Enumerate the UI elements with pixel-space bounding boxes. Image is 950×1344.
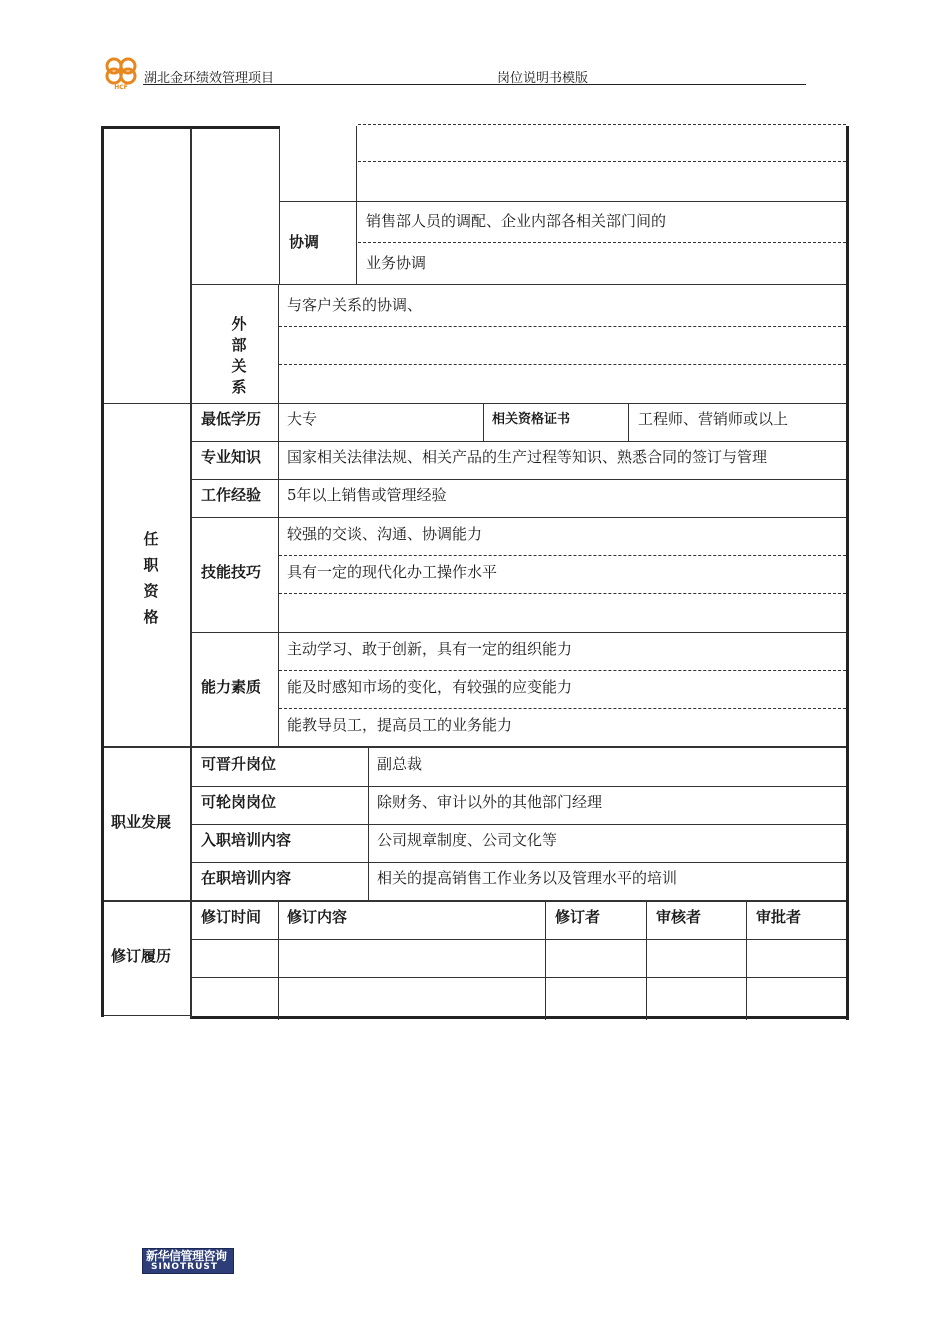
hcf-logo <box>102 56 140 90</box>
sinotrust-logo <box>142 1248 234 1274</box>
project-name: 湖北金环绩效管理项目 <box>144 71 275 86</box>
qualification-section-label: 任职资格 <box>143 530 159 626</box>
coordinate-line-2: 业务协调 <box>366 254 427 272</box>
career-row-value: 相关的提高销售工作业务以及管理水平的培训 <box>377 869 678 887</box>
revision-col-header: 修订时间 <box>201 908 262 926</box>
footer-brand-en: SINOTRUST <box>151 1262 219 1272</box>
career-row-label: 可晋升岗位 <box>201 755 277 773</box>
ability-item: 能及时感知市场的变化，有较强的应变能力 <box>287 678 573 696</box>
skill-item: 较强的交谈、沟通、协调能力 <box>287 525 483 543</box>
education-label: 最低学历 <box>201 410 262 428</box>
career-row-value: 副总裁 <box>377 755 423 773</box>
career-row-label: 可轮岗岗位 <box>201 793 277 811</box>
career-section-label: 职业发展 <box>111 813 172 831</box>
career-row-label: 在职培训内容 <box>201 869 292 887</box>
career-row-value: 公司规章制度、公司文化等 <box>377 831 558 849</box>
ability-item: 能教导员工，提高员工的业务能力 <box>287 716 513 734</box>
revision-col-header: 修订内容 <box>287 908 348 926</box>
external-line-1: 与客户关系的协调、 <box>287 296 423 314</box>
skill-item: 具有一定的现代化办工操作水平 <box>287 563 498 581</box>
table-border-left <box>101 126 104 1017</box>
logo-label: HCF <box>114 84 128 90</box>
coordinate-line-1: 销售部人员的调配、企业内部各相关部门间的 <box>366 212 667 230</box>
education-value: 大专 <box>287 410 318 428</box>
coordinate-label: 协调 <box>289 233 320 251</box>
experience-label: 工作经验 <box>201 486 262 504</box>
revision-section-label: 修订履历 <box>111 947 172 965</box>
doc-title: 岗位说明书模版 <box>497 71 589 86</box>
external-relations-label: 外部关系 <box>231 315 247 396</box>
header-rule <box>143 84 806 85</box>
table-border-bottom <box>190 1016 849 1019</box>
ability-item: 主动学习、敢于创新，具有一定的组织能力 <box>287 640 573 658</box>
knowledge-value: 国家相关法律法规、相关产品的生产过程等知识、熟悉合同的签订与管理 <box>287 448 768 466</box>
revision-col-header: 审批者 <box>756 908 802 926</box>
revision-col-header: 修订者 <box>555 908 601 926</box>
career-row-label: 入职培训内容 <box>201 831 292 849</box>
table-border-top <box>104 126 192 129</box>
career-row-value: 除财务、审计以外的其他部门经理 <box>377 793 603 811</box>
certificate-label: 相关资格证书 <box>492 412 571 427</box>
footer-brand-cn: 新华信管理咨询 <box>146 1249 227 1263</box>
ability-label: 能力素质 <box>201 678 262 696</box>
skills-label: 技能技巧 <box>201 563 262 581</box>
revision-col-header: 审核者 <box>656 908 702 926</box>
certificate-value: 工程师、营销师或以上 <box>638 410 789 428</box>
knowledge-label: 专业知识 <box>201 448 262 466</box>
experience-value: 5年以上销售或管理经验 <box>287 486 447 504</box>
table-border-right <box>846 126 849 1020</box>
